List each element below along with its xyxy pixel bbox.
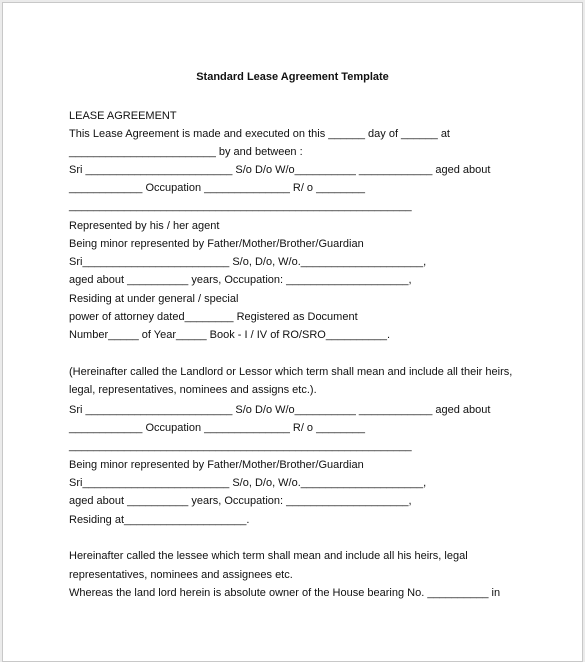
paragraph-line: aged about __________ years, Occupation: ____________________, [69, 274, 412, 286]
paragraph-line: (Hereinafter called the Landlord or Lessor which term shall mean and include all their heirs, [69, 366, 513, 378]
document-page [2, 2, 583, 662]
paragraph-line: Hereinafter called the lessee which term shall mean and include all his heirs, legal [69, 550, 468, 562]
paragraph-line: Residing at____________________. [69, 514, 250, 526]
paragraph-line: ____________ Occupation ______________ R/ o ________ [69, 422, 366, 434]
paragraph-line: Being minor represented by Father/Mother/Brother/Guardian [69, 459, 364, 471]
paragraph-line: Number_____ of Year_____ Book - I / IV of RO/SRO__________. [69, 329, 391, 341]
paragraph-line: Sri________________________ S/o, D/o, W/o.____________________, [69, 477, 427, 489]
paragraph-line: Represented by his / her agent [69, 220, 220, 232]
paragraph-line: ________________________ by and between : [69, 146, 303, 158]
paragraph-line: aged about __________ years, Occupation: ____________________, [69, 495, 412, 507]
paragraph-line: representatives, nominees and assignees etc. [69, 569, 293, 581]
heading-lease-agreement: LEASE AGREEMENT [69, 110, 177, 122]
paragraph-line: power of attorney dated________ Registered as Document [69, 311, 358, 323]
paragraph-line: Residing at under general / special [69, 293, 239, 305]
paragraph-line: Sri ________________________ S/o D/o W/o__________ ____________ aged about [69, 164, 491, 176]
blank-line: ________________________________________________________ [69, 440, 412, 452]
paragraph-line: Whereas the land lord herein is absolute owner of the House bearing No. __________ in [69, 587, 501, 599]
paragraph-line: Being minor represented by Father/Mother/Brother/Guardian [69, 238, 364, 250]
document-title: Standard Lease Agreement Template [196, 71, 389, 83]
blank-line: ________________________________________________________ [69, 200, 412, 212]
paragraph-line: ____________ Occupation ______________ R/ o ________ [69, 182, 366, 194]
paragraph-line: This Lease Agreement is made and executed on this ______ day of ______ at [69, 128, 450, 140]
paragraph-line: Sri________________________ S/o, D/o, W/o.____________________, [69, 256, 427, 268]
paragraph-line: Sri ________________________ S/o D/o W/o__________ ____________ aged about [69, 404, 491, 416]
paragraph-line: legal, representatives, nominees and assigns etc.). [69, 384, 317, 396]
